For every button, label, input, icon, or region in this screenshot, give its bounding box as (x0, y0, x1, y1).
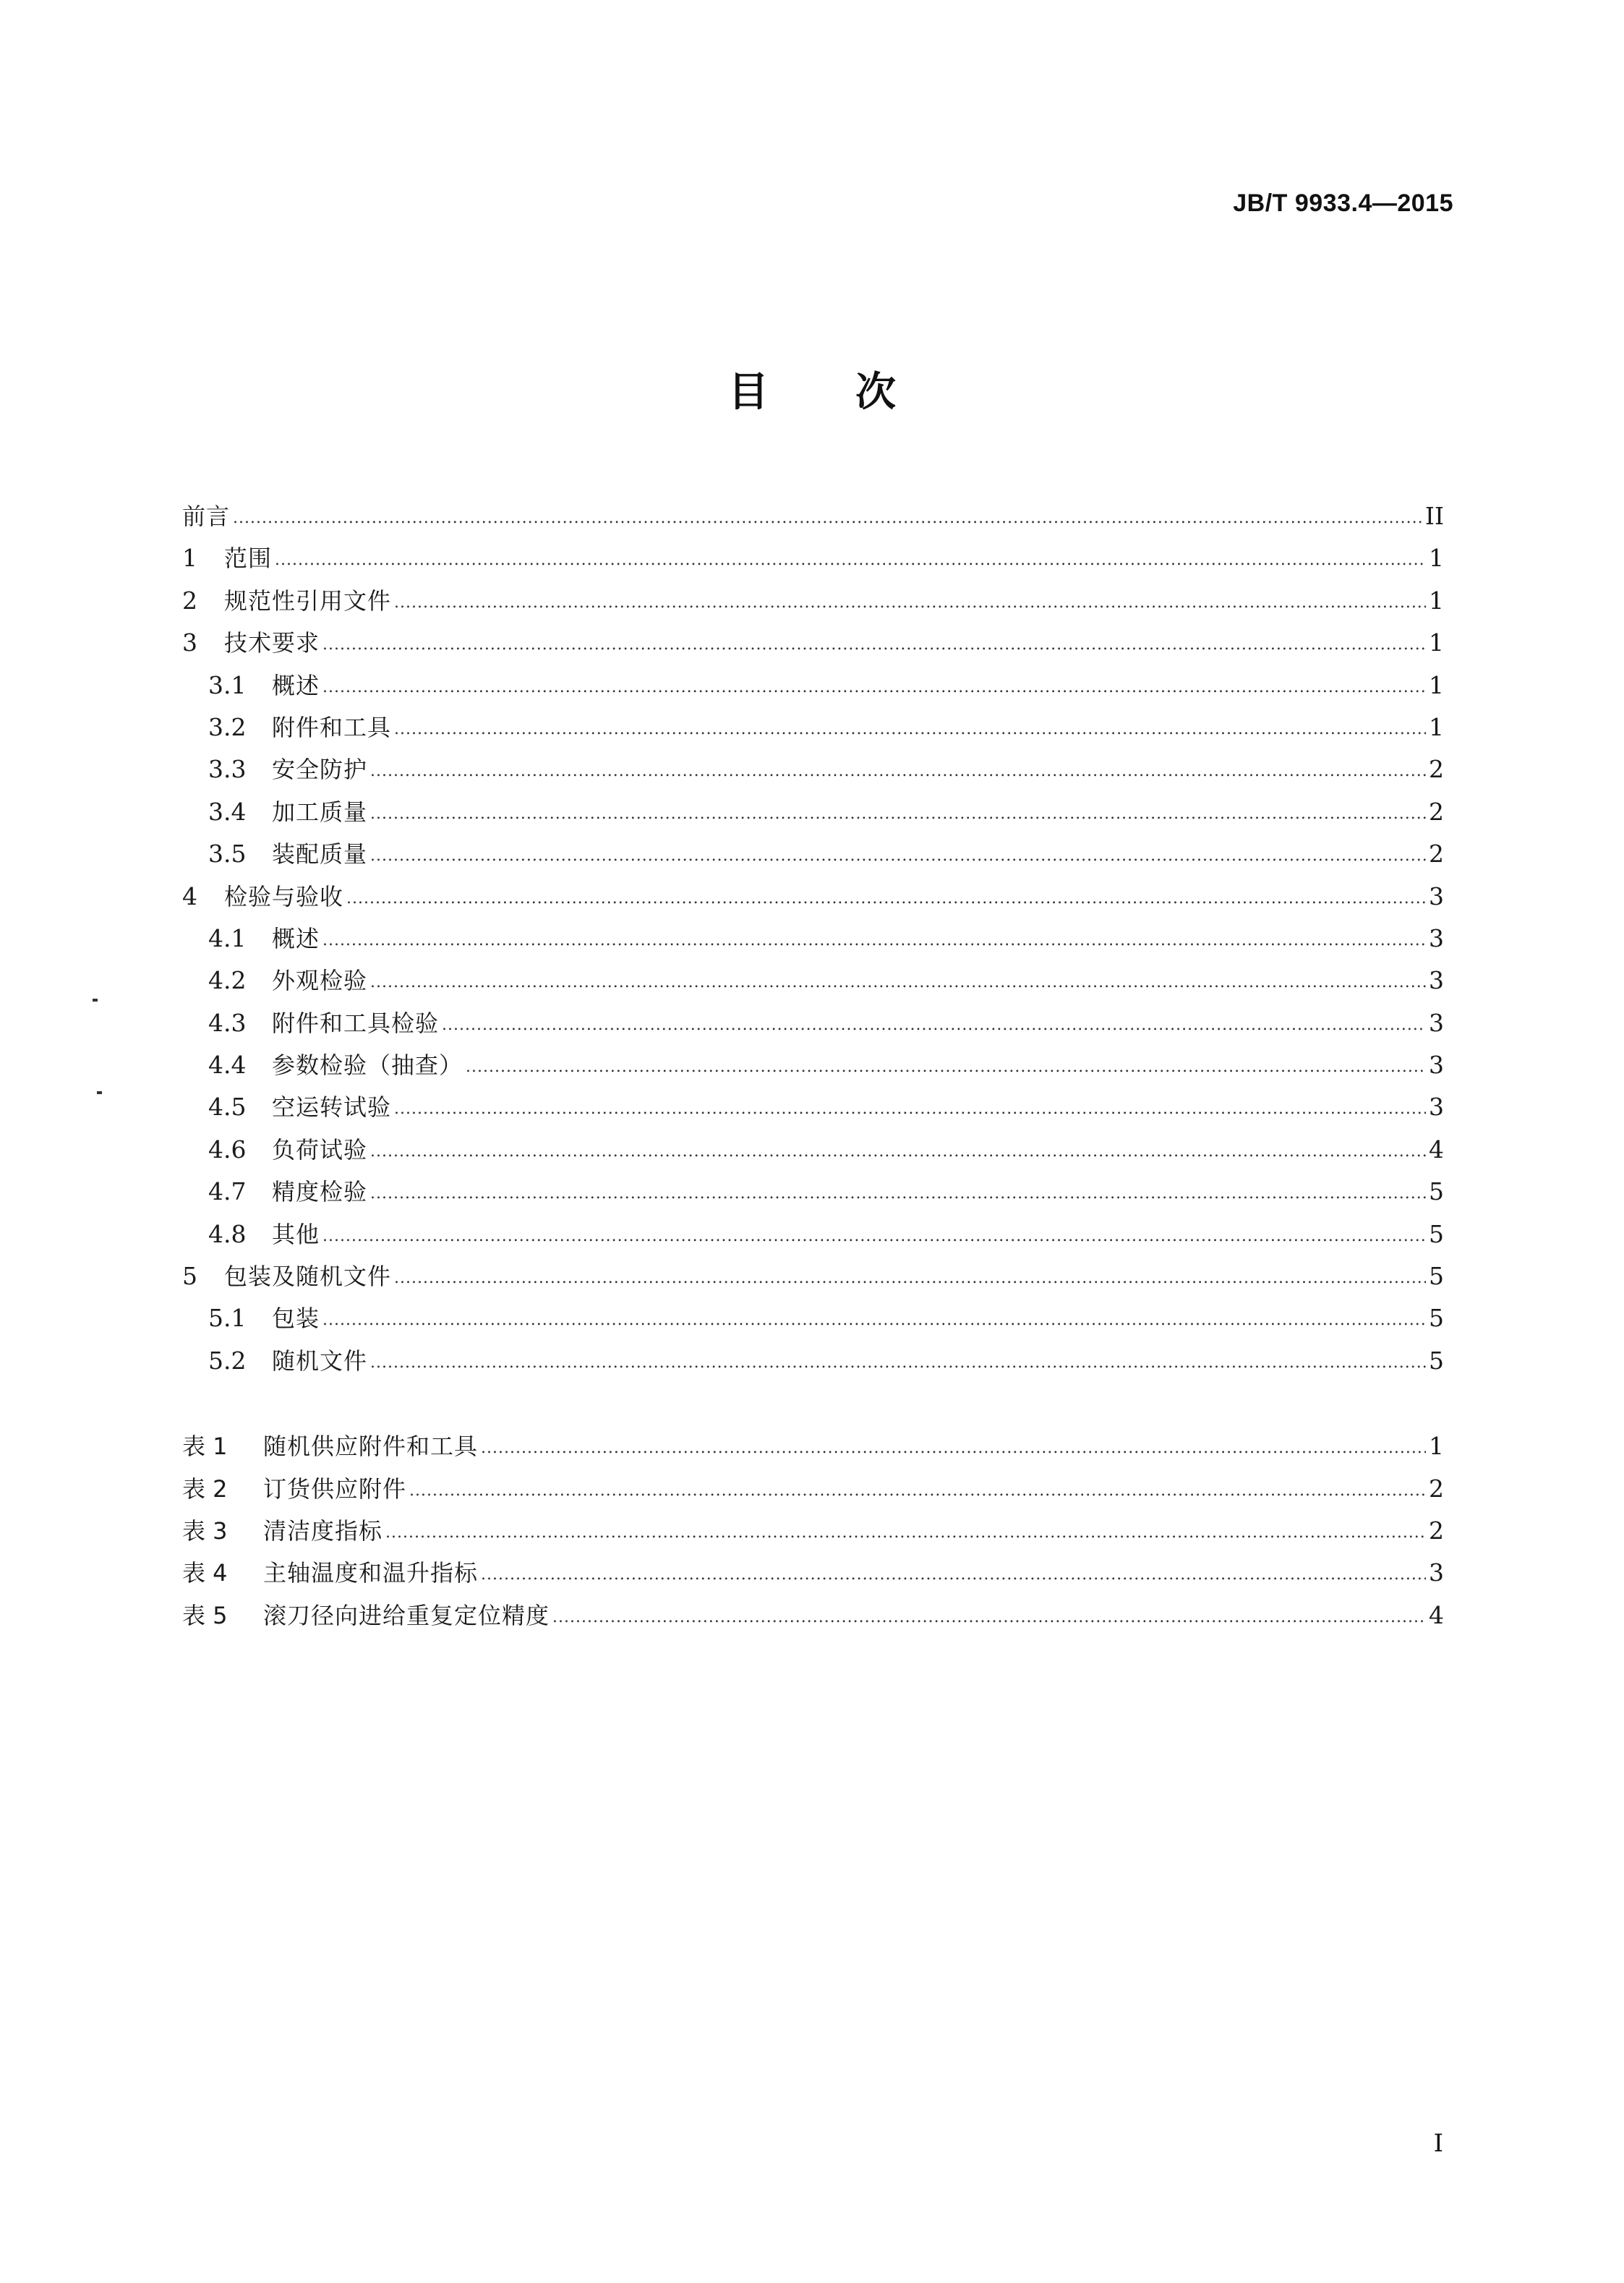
toc-entry-number: 4.2 (208, 966, 247, 995)
toc-entry-title: 负荷试验 (272, 1135, 368, 1164)
toc-entry-page: 1 (1429, 712, 1444, 741)
dot-leader (394, 582, 1426, 624)
toc-entry-page: 3 (1429, 923, 1444, 952)
dot-leader (322, 1216, 1426, 1258)
dot-leader (442, 1004, 1426, 1046)
toc-entry-number: 1 (182, 544, 197, 573)
table-entry[interactable] (182, 1425, 1444, 1467)
toc-entry-page: 1 (1429, 628, 1444, 657)
dot-leader (322, 1300, 1426, 1341)
toc-entry-page: 5 (1429, 1262, 1444, 1291)
dot-leader (370, 835, 1426, 877)
toc-entry-title: 概述 (272, 671, 320, 699)
toc-entry-title: 规范性引用文件 (224, 586, 392, 615)
table-of-contents (182, 495, 1444, 1636)
toc-entry-title: 其他 (272, 1220, 320, 1248)
dot-leader (385, 1512, 1426, 1554)
toc-entry[interactable] (182, 537, 1444, 579)
table-entry-title: 订货供应附件 (263, 1475, 407, 1503)
toc-entry-page: 2 (1429, 755, 1444, 784)
toc-entry-page: 5 (1429, 1219, 1444, 1248)
dot-leader (322, 667, 1426, 709)
toc-entry-number: 4.7 (208, 1177, 247, 1206)
toc-entry-page: 2 (1429, 840, 1444, 869)
toc-entry-title: 精度检验 (272, 1178, 368, 1206)
toc-entry[interactable] (182, 707, 1444, 748)
dot-leader (394, 1258, 1426, 1300)
dot-leader (370, 751, 1426, 793)
toc-entry-number: 4.6 (208, 1135, 247, 1164)
toc-entry[interactable] (182, 1340, 1444, 1382)
toc-entry[interactable] (182, 748, 1444, 790)
toc-entry-number: 3.5 (208, 840, 247, 869)
toc-entry-number: 4.5 (208, 1093, 247, 1122)
toc-entry[interactable] (182, 495, 1444, 537)
dot-leader (322, 624, 1426, 666)
toc-entry-page: 1 (1429, 586, 1444, 615)
dot-leader (370, 1342, 1426, 1384)
toc-entry-page: 3 (1429, 1093, 1444, 1122)
toc-entry-page: 2 (1429, 797, 1444, 826)
toc-entry-number: 3 (182, 628, 197, 657)
toc-entry[interactable] (182, 960, 1444, 1002)
toc-entry-page: 3 (1429, 1008, 1444, 1037)
toc-entry-title: 检验与验收 (224, 882, 344, 910)
dot-leader (370, 1131, 1426, 1173)
toc-entry-number: 4.1 (208, 923, 247, 952)
toc-entry-title: 参数检验（抽查） (272, 1051, 463, 1080)
toc-entry-page: 5 (1429, 1177, 1444, 1206)
dot-leader (233, 498, 1422, 539)
table-entry-title: 滚刀径向进给重复定位精度 (263, 1601, 550, 1629)
toc-entry-title: 范围 (224, 545, 273, 573)
page-title (0, 360, 1624, 418)
toc-entry[interactable] (182, 1129, 1444, 1171)
table-entry-page: 4 (1429, 1600, 1444, 1629)
toc-entry-title: 装配质量 (272, 840, 368, 869)
toc-entry[interactable] (182, 1297, 1444, 1339)
toc-entry-number: 2 (182, 586, 197, 615)
toc-entry[interactable] (182, 876, 1444, 918)
toc-list (182, 495, 1444, 1382)
toc-entry-title: 随机文件 (272, 1347, 368, 1375)
toc-entry-title: 空运转试验 (272, 1093, 392, 1122)
toc-entry-page: 5 (1429, 1346, 1444, 1375)
toc-entry-page: 1 (1429, 670, 1444, 699)
dot-leader (409, 1470, 1426, 1512)
table-entry-title: 清洁度指标 (263, 1516, 383, 1545)
toc-entry[interactable] (182, 918, 1444, 960)
toc-entry-title: 外观检验 (272, 967, 368, 995)
toc-entry-title: 附件和工具 (272, 713, 392, 741)
table-entry-number: 表 1 (182, 1433, 228, 1461)
dot-leader (481, 1428, 1426, 1469)
toc-entry-title: 前言 (182, 503, 231, 530)
page-title-part1: 目 (728, 369, 769, 416)
toc-entry[interactable] (182, 622, 1444, 664)
dot-leader (370, 1173, 1426, 1215)
dot-leader (394, 1088, 1426, 1130)
toc-entry[interactable] (182, 1213, 1444, 1255)
toc-entry-number: 5 (182, 1262, 197, 1291)
toc-entry-number: 3.2 (208, 712, 247, 741)
toc-entry-number: 4.8 (208, 1219, 247, 1248)
toc-entry-title: 技术要求 (224, 629, 320, 657)
scan-artifact-mark (97, 1091, 102, 1094)
toc-entry-title: 概述 (272, 924, 320, 952)
toc-entry-title: 安全防护 (272, 756, 368, 784)
dot-leader (466, 1046, 1426, 1088)
toc-entry[interactable] (182, 1255, 1444, 1297)
table-entry[interactable] (182, 1468, 1444, 1510)
toc-entry-number: 3.1 (208, 670, 247, 699)
toc-entry[interactable] (182, 665, 1444, 707)
table-entry-title: 随机供应附件和工具 (263, 1433, 479, 1461)
toc-entry-number: 5.1 (208, 1304, 247, 1333)
toc-entry-number: 3.3 (208, 755, 247, 784)
dot-leader (481, 1554, 1426, 1596)
toc-entry-title: 加工质量 (272, 798, 368, 826)
table-entry-page: 3 (1429, 1558, 1444, 1587)
table-entry[interactable] (182, 1595, 1444, 1636)
table-entry-number: 表 3 (182, 1516, 228, 1545)
toc-entry-page: 4 (1429, 1135, 1444, 1164)
scan-artifact-mark (93, 999, 98, 1002)
toc-entry-number: 4 (182, 882, 197, 910)
toc-entry-title: 包装及随机文件 (224, 1263, 392, 1291)
table-entry[interactable] (182, 1552, 1444, 1594)
toc-entry[interactable] (182, 791, 1444, 833)
toc-entry-page: 1 (1429, 544, 1444, 573)
toc-entry-title: 附件和工具检验 (272, 1009, 440, 1037)
table-entry-number: 表 5 (182, 1601, 228, 1629)
table-entry-number: 表 4 (182, 1559, 228, 1587)
standard-number: JB/T 9933.4—2015 (1233, 189, 1453, 217)
dot-leader (346, 878, 1426, 920)
table-entry-page: 2 (1429, 1474, 1444, 1503)
table-entry[interactable] (182, 1510, 1444, 1552)
toc-entry[interactable] (182, 1044, 1444, 1086)
table-entry-title: 主轴温度和温升指标 (263, 1559, 479, 1587)
page-number: I (1433, 2129, 1443, 2158)
table-entry-number: 表 2 (182, 1475, 228, 1503)
toc-entry-number: 3.4 (208, 797, 247, 826)
dot-leader (552, 1597, 1426, 1639)
toc-entry-number: 4.4 (208, 1051, 247, 1080)
toc-entry-number: 4.3 (208, 1008, 247, 1037)
toc-entry-page: II (1424, 502, 1444, 530)
table-entry-page: 2 (1429, 1516, 1444, 1545)
toc-entry-page: 3 (1429, 882, 1444, 910)
dot-leader (370, 962, 1426, 1004)
page-title-part2: 次 (855, 369, 896, 416)
toc-entry[interactable] (182, 1002, 1444, 1044)
dot-leader (370, 793, 1426, 835)
dot-leader (322, 920, 1426, 962)
toc-entry-number: 5.2 (208, 1346, 247, 1375)
dot-leader (275, 539, 1426, 581)
toc-entry[interactable] (182, 1086, 1444, 1128)
toc-entry-title: 包装 (272, 1305, 320, 1333)
toc-entry-page: 3 (1429, 1051, 1444, 1080)
dot-leader (394, 709, 1426, 751)
toc-entry-page: 5 (1429, 1304, 1444, 1333)
table-entry-page: 1 (1429, 1432, 1444, 1461)
list-of-tables (182, 1425, 1444, 1636)
toc-entry-page: 3 (1429, 966, 1444, 995)
toc-entry[interactable] (182, 1171, 1444, 1213)
toc-entry[interactable] (182, 580, 1444, 622)
toc-entry[interactable] (182, 833, 1444, 875)
